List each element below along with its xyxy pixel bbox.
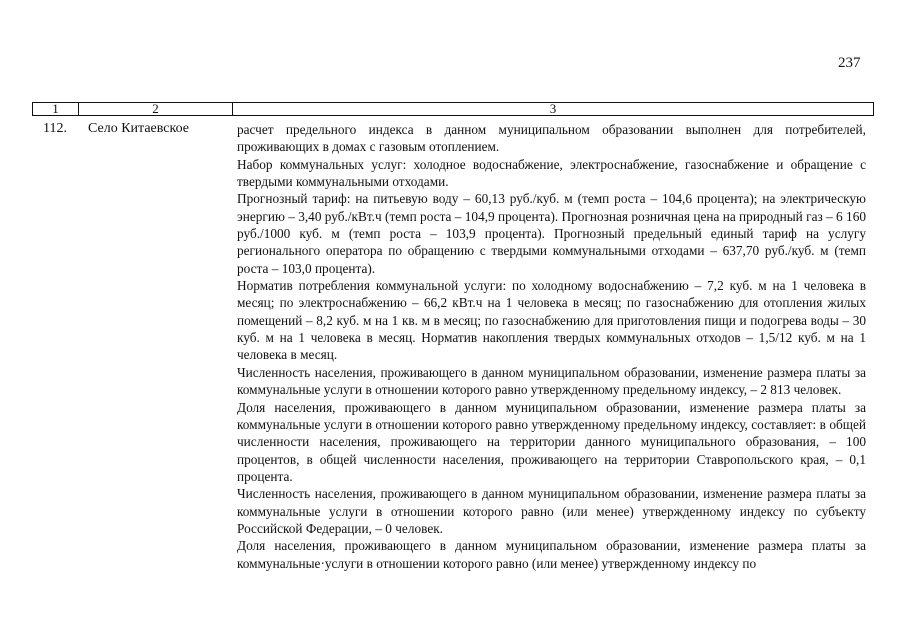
- paragraph-share-equal: Доля населения, проживающего в данном муниципальном образовании, изменение размера платы за коммунальные услуги в отношении которого равно утвержденному предельному индексу, составляет: в общей численности населения, проживающего на территории данного муниципального образования, – 100 процентов, в общей численности населения, проживающего на территории Ставропольского края, – 0,1 процента.: [237, 399, 866, 484]
- paragraph-share-less: Доля населения, проживающего в данном муниципальном образовании, изменение размера платы за коммунальные·услуги в отношении которого равно (или менее) утвержденному индексу по: [237, 538, 866, 571]
- row-description: [232, 121, 874, 572]
- paragraph-population-equal: Численность населения, проживающего в данном муниципальном образовании, изменение размера платы за коммунальные услуги в отношении которого равно утвержденному предельному индексу, – 2 813 человек.: [237, 364, 866, 398]
- paragraph-services-set: Набор коммунальных услуг: холодное водоснабжение, электроснабжение, газоснабжение и обращение с твердыми коммунальными отходами.: [237, 156, 866, 190]
- settlement-name: Село Китаевское: [88, 121, 189, 136]
- row-number: 112.: [43, 121, 67, 136]
- page-number: 237: [838, 55, 861, 71]
- header-cell-3: 3: [549, 101, 557, 116]
- paragraph-consumption-norms: Норматив потребления коммунальной услуги: по холодному водоснабжению – 7,2 куб. м на 1 человека в месяц; по электроснабжению – 66,2 кВт.ч на 1 человека в месяц; по газоснабжению для отопления жилых помещений – 8,2 куб. м на 1 кв. м в месяц; по газоснабжению для приготовления пищи и подогрева воды – 30 куб. м на 1 человека в месяц. Норматив накопления твердых коммунальных отходов – 1,5/12 куб. м на 1 человека в месяц.: [237, 278, 866, 363]
- data-table: [32, 102, 874, 572]
- header-cell-1: 1: [33, 103, 79, 115]
- table-row: [32, 121, 874, 572]
- paragraph-population-less: Численность населения, проживающего в данном муниципальном образовании, изменение размера платы за коммунальные услуги в отношении которого равно (или менее) утвержденному индексу по субъекту Российской Федерации, – 0 человек.: [237, 486, 866, 536]
- header-cell-2: 2: [79, 103, 233, 115]
- table-header-row: [32, 102, 874, 116]
- paragraph-gas-heating: расчет предельного индекса в данном муниципальном образовании выполнен для потребителей, проживающих в домах с газовым отоплением.: [237, 122, 866, 155]
- paragraph-tariffs: Прогнозный тариф: на питьевую воду – 60,13 руб./куб. м (темп роста – 104,6 процента); на электрическую энергию – 3,40 руб./кВт.ч (темп роста – 104,9 процента). Прогнозная розничная цена на природный газ – 6 160 руб./1000 куб. м (темп роста – 103,9 процента). Прогнозный предельный единый тариф на услугу регионального оператора по обращению с твердыми коммунальными отходами – 637,70 руб./куб. м (темп роста – 103,0 процента).: [237, 191, 866, 276]
